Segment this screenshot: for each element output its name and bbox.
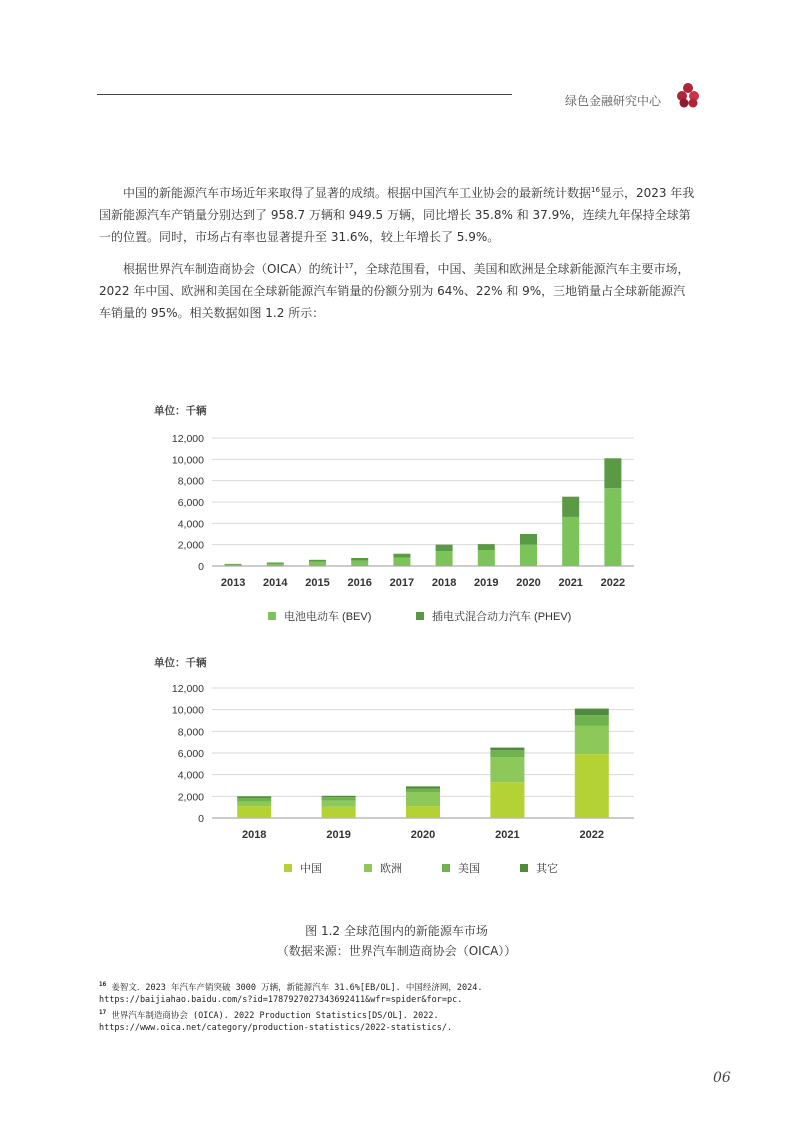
bar-segment (478, 544, 495, 550)
chart-bev-phev (150, 398, 640, 630)
x-tick-label: 2019 (326, 829, 351, 841)
paragraph-2-text-b: ，全球范围看，中国、美国和欧洲是全球新能源汽车主要市场，2022 年中国、欧洲和美国在全球新能源汽车销量的份额分别为 64%、22% 和 9%，三地销量占全球新能源汽车销量的 95%。相关数据如图 1.2 所示： (99, 262, 690, 320)
x-tick-label: 2016 (347, 577, 372, 589)
footnote-17-label: 17 (99, 1009, 107, 1016)
header-title: 绿色金融研究中心 (565, 94, 662, 108)
x-tick-label: 2019 (474, 577, 499, 589)
bar-segment (490, 757, 524, 782)
bar-segment (322, 796, 356, 797)
bar-segment (406, 806, 440, 818)
paragraph-1-text-b: 显示，2023 年我国新能源汽车产销量分别达到了 958.7 万辆和 949.5 万辆，同比增长 35.8% 和 37.9%，连续九年保持全球第一的位置。同时，市场占有率也显著提升至 31.6%，较上年增长了 5.9%。 (99, 186, 695, 244)
figure-source: （数据来源：世界汽车制造商协会（OICA）） (276, 944, 517, 958)
x-tick-label: 2020 (516, 577, 541, 589)
page-number: 06 (713, 1070, 731, 1086)
chart-by-region (150, 650, 640, 882)
bar-segment (490, 750, 524, 757)
y-tick-label: 6,000 (177, 748, 204, 760)
legend-swatch (364, 864, 372, 872)
x-tick-label: 2022 (600, 577, 626, 589)
paragraph-2-text-a: 根据世界汽车制造商协会（OICA）的统计 (123, 262, 345, 276)
bar-segment (575, 715, 609, 726)
bar-segment (490, 748, 524, 751)
legend-swatch (442, 864, 450, 872)
y-tick-label: 4,000 (177, 518, 204, 531)
legend-swatch (268, 612, 276, 620)
footnote-16-text: 姜智文．2023 年汽车产销突破 3000 万辆，新能源汽车 31.6%[EB/OL]. 中国经济网，2024. (111, 982, 483, 993)
y-tick-label: 4,000 (177, 769, 204, 782)
bar-segment (267, 564, 284, 566)
y-tick-label: 10,000 (171, 704, 204, 717)
legend-label: 插电式混合动力汽车 (PHEV) (432, 611, 572, 623)
unit-label: 单位：千辆 (154, 405, 207, 417)
logo-icon (676, 82, 700, 108)
header-rule (97, 94, 512, 95)
x-tick-label: 2021 (495, 829, 520, 841)
bar-segment (604, 458, 621, 488)
x-tick-label: 2013 (220, 577, 246, 589)
footnote-16-url[interactable]: https://baijiahao.baidu.com/s?id=1787927027343692411&wfr=spider&for=pc. (99, 995, 463, 1005)
y-tick-label: 10,000 (171, 454, 204, 467)
y-tick-label: 0 (198, 813, 204, 825)
chart-by-region-svg (150, 650, 640, 882)
bar-segment (237, 802, 271, 806)
paragraph-1-text-a: 中国的新能源汽车市场近年来取得了显著的成绩。根据中国汽车工业协会的最新统计数据 (123, 186, 592, 200)
legend-label: 中国 (300, 863, 322, 875)
bar-segment (575, 754, 609, 818)
bar-segment (237, 796, 271, 798)
bar-segment (436, 545, 453, 551)
unit-label: 单位：千辆 (154, 657, 207, 669)
x-tick-label: 2020 (410, 829, 436, 841)
bar-segment (604, 488, 621, 566)
x-tick-label: 2018 (431, 577, 457, 589)
bar-segment (562, 517, 579, 566)
bar-segment (478, 550, 495, 566)
x-tick-label: 2021 (558, 577, 583, 589)
y-tick-label: 2,000 (177, 539, 204, 552)
bar-segment (436, 551, 453, 566)
bar-segment (575, 726, 609, 754)
bar-segment (575, 709, 609, 716)
bar-segment (406, 792, 440, 806)
y-tick-label: 2,000 (177, 791, 204, 804)
bar-segment (393, 557, 410, 566)
bar-segment (322, 801, 356, 807)
legend-swatch (520, 864, 528, 872)
paragraph-2 (99, 258, 697, 324)
bar-segment (351, 558, 368, 561)
y-tick-label: 12,000 (171, 433, 204, 445)
bar-segment (490, 782, 524, 818)
x-tick-label: 2014 (263, 577, 288, 589)
bar-segment (520, 534, 537, 545)
bar-segment (309, 562, 326, 566)
footnote-ref-16[interactable]: 16 (591, 186, 600, 194)
bar-segment (237, 806, 271, 818)
x-tick-label: 2022 (579, 829, 605, 841)
y-tick-label: 6,000 (177, 497, 204, 509)
legend-label: 电池电动车 (BEV) (284, 611, 372, 623)
y-tick-label: 0 (198, 561, 204, 573)
bar-segment (322, 807, 356, 818)
bar-segment (520, 545, 537, 566)
figure-caption: 图 1.2 全球范围内的新能源车市场 (305, 924, 488, 938)
bar-segment (406, 786, 440, 788)
bar-segment (351, 561, 368, 566)
x-tick-label: 2015 (305, 577, 330, 589)
footnote-17-url[interactable]: https://www.oica.net/category/production-statistics/2022-statistics/. (99, 1023, 453, 1033)
bar-segment (406, 789, 440, 792)
y-tick-label: 8,000 (177, 726, 204, 739)
footnote-17-text: 世界汽车制造商协会 (OICA). 2022 Production Statistics[DS/OL]. 2022. (111, 1010, 439, 1021)
bar-segment (562, 497, 579, 517)
y-tick-label: 8,000 (177, 475, 204, 488)
bar-segment (225, 564, 242, 565)
bar-segment (225, 565, 242, 566)
bar-segment (309, 560, 326, 562)
bar-segment (267, 562, 284, 563)
bar-segment (237, 798, 271, 802)
chart-bev-phev-svg (150, 398, 640, 630)
legend-swatch (284, 864, 292, 872)
x-tick-label: 2017 (389, 577, 415, 589)
legend-label: 其它 (536, 863, 558, 875)
paragraph-1 (99, 182, 697, 248)
x-tick-label: 2018 (241, 829, 267, 841)
footnote-ref-17[interactable]: 17 (344, 262, 354, 270)
footnote-16-label: 16 (99, 981, 107, 988)
bar-segment (322, 797, 356, 800)
legend-label: 欧洲 (380, 863, 402, 875)
y-tick-label: 12,000 (171, 683, 204, 695)
legend-swatch (416, 612, 424, 620)
legend-label: 美国 (458, 863, 480, 875)
bar-segment (393, 554, 410, 558)
